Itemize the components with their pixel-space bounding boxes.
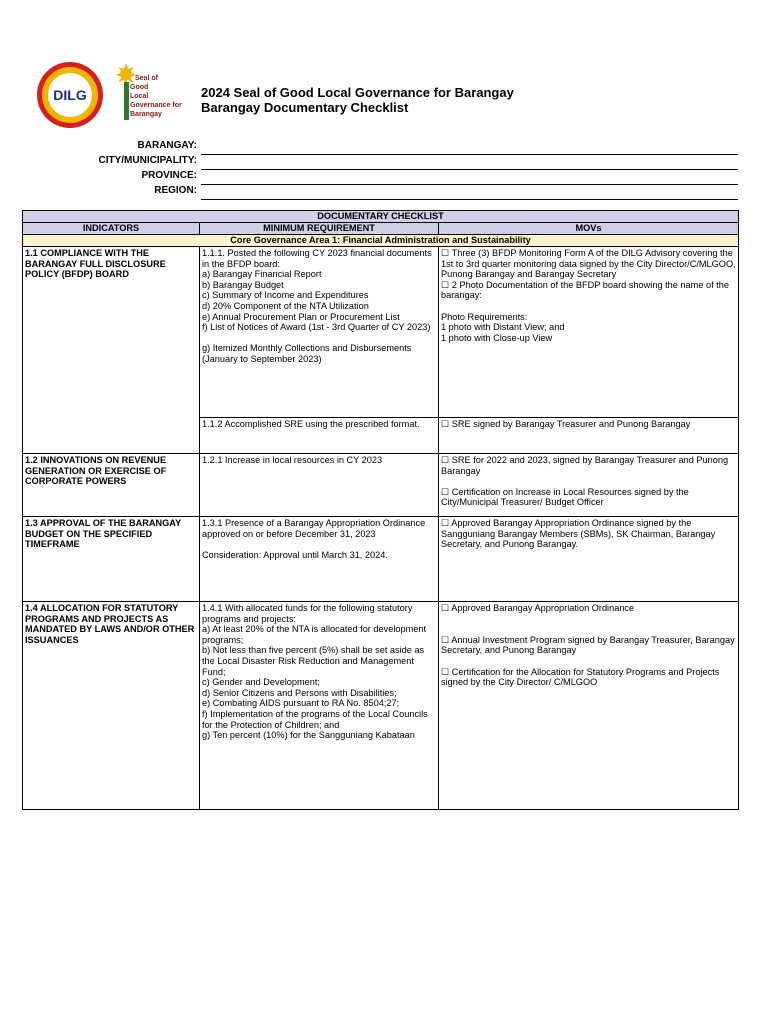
svg-text:Good: Good: [130, 84, 149, 91]
table-title: DOCUMENTARY CHECKLIST: [23, 211, 739, 223]
column-header-minimum-requirement: MINIMUM REQUIREMENT: [200, 223, 439, 235]
region-input-line[interactable]: [201, 199, 738, 200]
indicator-cell: 1.3 APPROVAL OF THE BARANGAY BUDGET ON THE SPECIFIED TIMEFRAME: [23, 517, 200, 602]
province-field: [30, 170, 738, 185]
requirement-cell: 1.1.1. Posted the following CY 2023 financial documents in the BFDP board: a) Barangay Financial Report b) Barangay Budget c) Summary of Income and Expenditures d) 20% Component of the NTA Utilization e) Annual Procurement Plan or Procurement List f) List of Notices of Award (1st - 3rd Quarter of CY 2023) g) Itemized Monthly Collections and Disbursements (January to September 2023): [200, 247, 439, 418]
page-title: 2024 Seal of Good Local Governance for Barangay: [201, 85, 514, 100]
svg-text:Seal of: Seal of: [135, 75, 158, 82]
indicator-cell: 1.2 INNOVATIONS ON REVENUE GENERATION OR EXERCISE OF CORPORATE POWERS: [23, 454, 200, 517]
svg-text:Governance for: Governance for: [130, 102, 182, 109]
indicator-cell: 1.4 ALLOCATION FOR STATUTORY PROGRAMS AND PROJECTS AS MANDATED BY LAWS AND/OR OTHER ISSUANCES: [23, 602, 200, 810]
svg-text:Barangay: Barangay: [130, 111, 162, 118]
indicator-cell: 1.1 COMPLIANCE WITH THE BARANGAY FULL DISCLOSURE POLICY (BFDP) BOARD: [23, 247, 200, 454]
svg-text:Local: Local: [130, 93, 149, 100]
barangay-label: BARANGAY:: [137, 140, 197, 151]
documentary-checklist-table: [22, 210, 739, 810]
column-header-movs: MOVs: [439, 223, 739, 235]
requirement-cell: 1.3.1 Presence of a Barangay Appropriation Ordinance approved on or before December 31, 2023 Consideration: Approval until March 31, 2024.: [200, 517, 439, 602]
logos: [34, 60, 194, 130]
dilg-logo-text: DILG: [53, 87, 87, 103]
page-subtitle: Barangay Documentary Checklist: [201, 100, 409, 115]
city-field: [30, 155, 738, 170]
province-label: PROVINCE:: [141, 170, 197, 181]
barangay-field: [30, 140, 738, 155]
movs-cell: ☐ Approved Barangay Appropriation Ordinance signed by the Sangguniang Barangay Members (SBMs), SK Chairman, Barangay Secretary, and Punong Barangay.: [439, 517, 739, 602]
table-row: [23, 454, 739, 517]
movs-cell: ☐ Approved Barangay Appropriation Ordinance ☐ Annual Investment Program signed by Barangay Treasurer, Barangay Secretary, and Punong Barangay ☐ Certification for the Allocation for Statutory Programs and Projects signed by the City Director/ C/MLGOO: [439, 602, 739, 810]
table-row: [23, 517, 739, 602]
movs-cell: ☐ SRE signed by Barangay Treasurer and Punong Barangay: [439, 418, 739, 454]
requirement-cell: 1.1.2 Accomplished SRE using the prescribed format.: [200, 418, 439, 454]
column-header-indicators: INDICATORS: [23, 223, 200, 235]
table-row: [23, 602, 739, 810]
movs-cell: ☐ Three (3) BFDP Monitoring Form A of the DILG Advisory covering the 1st to 3rd quarter monitoring data signed by the City Director/C/MLGOO, Punong Barangay and Barangay Secretary ☐ 2 Photo Documentation of the BFDP board showing the name of the barangay: Photo Requirements: 1 photo with Distant View; and 1 photo with Close-up View: [439, 247, 739, 418]
table-row: [23, 247, 739, 418]
sglg-logo: [130, 75, 182, 118]
title-block: [201, 85, 514, 115]
movs-cell: ☐ SRE for 2022 and 2023, signed by Barangay Treasurer and Punong Barangay ☐ Certification on Increase in Local Resources signed by the City/Municipal Treasurer/ Budget Officer: [439, 454, 739, 517]
region-field: [30, 185, 738, 200]
requirement-cell: 1.2.1 Increase in local resources in CY 2023: [200, 454, 439, 517]
requirement-cell: 1.4.1 With allocated funds for the following statutory programs and projects: a) At least 20% of the NTA is allocated for development programs; b) Not less than five percent (5%) shall be set aside as the Local Disaster Risk Reduction and Management Fund; c) Gender and Development; d) Senior Citizens and Persons with Disabilities; e) Combating AIDS pursuant to RA No. 8504;27; f) Implementation of the programs of the Local Councils for the Protection of Children; and g) Ten percent (10%) for the Sangguniang Kabataan: [200, 602, 439, 810]
dilg-logo: [34, 60, 194, 130]
governance-area-header: Core Governance Area 1: Financial Administration and Sustainability: [23, 235, 739, 247]
region-label: REGION:: [154, 185, 197, 196]
city-label: CITY/MUNICIPALITY:: [98, 155, 197, 166]
